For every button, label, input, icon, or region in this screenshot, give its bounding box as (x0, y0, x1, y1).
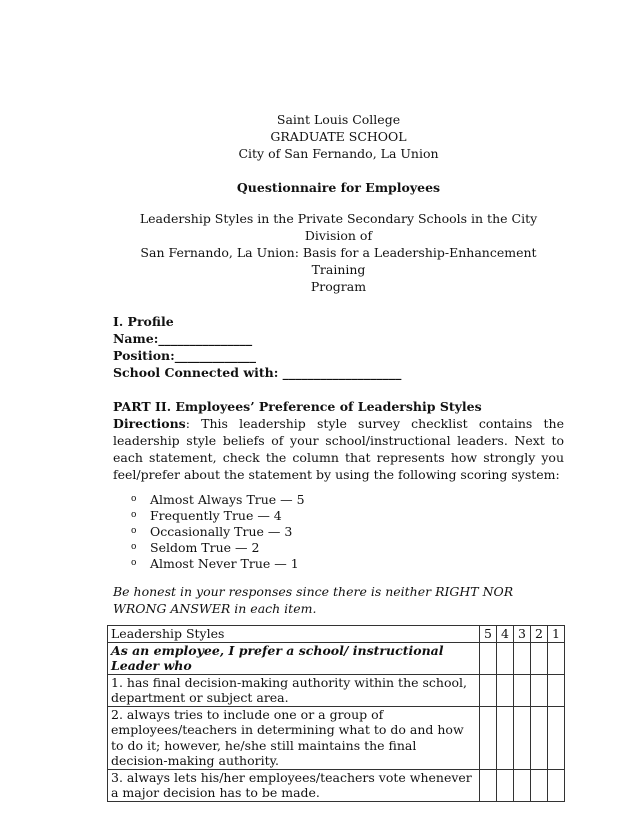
table-row (108, 706, 565, 769)
column-header-leadership-styles: Leadership Styles (108, 626, 480, 643)
score-checkbox-3[interactable] (514, 769, 531, 801)
profile-heading: I. Profile (113, 314, 174, 329)
document-page (113, 111, 564, 802)
circle-bullet-icon: o (131, 557, 137, 568)
score-checkbox-1[interactable] (548, 706, 565, 769)
score-checkbox-4[interactable] (497, 706, 514, 769)
part2-heading: PART II. Employees’ Preference of Leadership Styles (113, 399, 482, 414)
list-item (131, 523, 564, 539)
score-checkbox-1[interactable] (548, 674, 565, 706)
score-checkbox-5[interactable] (480, 706, 497, 769)
scoring-label: Almost Always True — 5 (150, 491, 305, 507)
score-checkbox-2[interactable] (531, 706, 548, 769)
statement-cell: 2. always tries to include one or a group of employees/teachers in determining what to do and how to do it; however, he/she still maintains the final decision-making authority. (108, 706, 480, 769)
scoring-list (113, 491, 564, 571)
scoring-label: Almost Never True — 1 (150, 555, 299, 571)
circle-bullet-icon: o (131, 525, 137, 536)
circle-bullet-icon: o (131, 541, 137, 552)
directions-paragraph (113, 415, 564, 483)
column-header-3: 3 (514, 626, 531, 643)
directions-text: : This leadership style survey checklist contains the leadership style beliefs of your school/instructional leaders. Next to each statement, check the column that represents how strongly you feel/prefer about the statement by using the following scoring system: (113, 416, 564, 482)
part2-section (113, 398, 564, 617)
study-title-line: Program (310, 279, 367, 294)
location: City of San Fernando, La Union (238, 146, 439, 161)
column-header-2: 2 (531, 626, 548, 643)
table-row (108, 674, 565, 706)
list-item (131, 539, 564, 555)
name-field[interactable]: Name:_______________ (113, 331, 253, 346)
score-checkbox-5[interactable] (480, 674, 497, 706)
score-cell-1 (548, 642, 565, 674)
table-subheader: As an employee, I prefer a school/ instructional Leader who (108, 642, 480, 674)
position-field[interactable]: Position:_____________ (113, 348, 256, 363)
score-checkbox-3[interactable] (514, 706, 531, 769)
list-item (131, 491, 564, 507)
statement-cell: 3. always lets his/her employees/teachers vote whenever a major decision has to be made. (108, 769, 480, 801)
study-title (113, 210, 564, 295)
list-item (131, 555, 564, 571)
score-cell-3 (514, 642, 531, 674)
statement-cell: 1. has final decision-making authority within the school, department or subject area. (108, 674, 480, 706)
score-checkbox-5[interactable] (480, 769, 497, 801)
score-checkbox-3[interactable] (514, 674, 531, 706)
column-header-4: 4 (497, 626, 514, 643)
institution-name: Saint Louis College (276, 112, 401, 127)
study-title-line: San Fernando, La Union: Basis for a Leadership-Enhancement Training (140, 245, 537, 277)
circle-bullet-icon: o (131, 509, 137, 520)
score-cell-5 (480, 642, 497, 674)
honesty-note: Be honest in your responses since there is neither RIGHT NOR WRONG ANSWER in each item. (113, 584, 514, 616)
score-checkbox-2[interactable] (531, 674, 548, 706)
directions-label: Directions (113, 416, 186, 431)
score-checkbox-4[interactable] (497, 674, 514, 706)
score-checkbox-2[interactable] (531, 769, 548, 801)
list-item (131, 507, 564, 523)
school-connected-field[interactable]: School Connected with: ___________________ (113, 365, 402, 380)
scoring-label: Seldom True — 2 (150, 539, 260, 555)
study-title-line: Leadership Styles in the Private Secondary Schools in the City Division of (139, 211, 538, 243)
score-cell-2 (531, 642, 548, 674)
school-name: GRADUATE SCHOOL (270, 129, 407, 144)
table-subheader-row (108, 642, 565, 674)
score-checkbox-1[interactable] (548, 769, 565, 801)
table-header-row (108, 626, 565, 643)
scoring-label: Frequently True — 4 (150, 507, 282, 523)
score-cell-4 (497, 642, 514, 674)
column-header-1: 1 (548, 626, 565, 643)
circle-bullet-icon: o (131, 493, 137, 504)
scoring-label: Occasionally True — 3 (150, 523, 293, 539)
column-header-5: 5 (480, 626, 497, 643)
document-header (113, 111, 564, 162)
score-checkbox-4[interactable] (497, 769, 514, 801)
table-row (108, 769, 565, 801)
profile-section (113, 313, 564, 381)
questionnaire-title: Questionnaire for Employees (236, 180, 441, 195)
leadership-styles-table (107, 625, 565, 802)
